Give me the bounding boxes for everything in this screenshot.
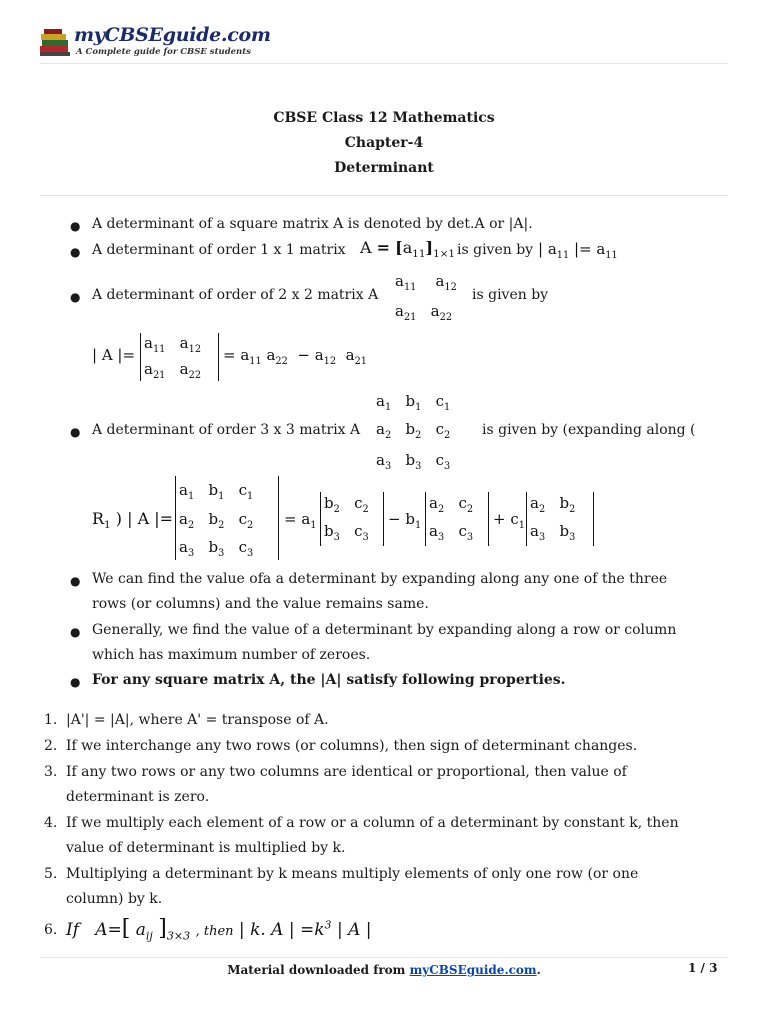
list-number: 2. — [44, 738, 58, 754]
footer-note: Material downloaded from myCBSEguide.com. — [227, 963, 541, 977]
page-title-line2: Chapter-4 — [344, 135, 424, 151]
formula-1x1-matrix: $A = [a_{11}]_{1\times 1}$ — [360, 238, 456, 261]
bullet-4-text-end: is given by (expanding along ( — [482, 422, 696, 438]
title-divider — [40, 195, 728, 196]
logo-tagline: A Complete guide for CBSE students — [76, 47, 251, 57]
matrix-2x2-row1: $a_{11}$ $a_{12}$ — [395, 272, 457, 293]
logo-brand: myCBSEguide.com — [74, 24, 271, 46]
bullet-dot: ● — [70, 574, 81, 588]
footer-link[interactable]: myCBSEguide.com — [409, 963, 537, 977]
bullet-6-text-line1: Generally, we find the value of a determinant by expanding along a row or column — [92, 622, 677, 638]
page-title-line3: Determinant — [334, 160, 434, 176]
list-number: 3. — [44, 764, 58, 780]
property-4-line1: If we multiply each element of a row or a column of a determinant by constant k, then — [66, 815, 679, 831]
bullet-dot: ● — [70, 245, 81, 259]
books-icon — [38, 28, 72, 58]
bullet-dot: ● — [70, 425, 81, 439]
bullet-dot: ● — [70, 290, 81, 304]
list-number: 1. — [44, 712, 58, 728]
property-2: If we interchange any two rows (or columns), then sign of determinant changes. — [66, 738, 638, 754]
formula-1x1-det: | $a_{11}$ |= $a_{11}$ — [538, 240, 618, 261]
bullet-3-text: A determinant of order of 2 x 2 matrix A — [92, 287, 379, 303]
bullet-dot: ● — [70, 219, 81, 233]
list-number: 4. — [44, 815, 58, 831]
matrix-3x3-row3: $a_3$ $b_3$ $c_3$ — [376, 451, 451, 472]
page-number: 1 / 3 — [688, 961, 718, 975]
property-4-line2: value of determinant is multiplied by k. — [66, 840, 346, 856]
bullet-5-text-line2: rows (or columns) and the value remains same. — [92, 596, 429, 612]
bullet-dot: ● — [70, 625, 81, 639]
header-divider — [40, 63, 728, 64]
footer-divider — [40, 957, 728, 958]
matrix-3x3-row1: $a_1$ $b_1$ $c_1$ — [376, 392, 451, 413]
property-1: |A'| = |A|, where A' = transpose of A. — [66, 712, 329, 728]
page-title-line1: CBSE Class 12 Mathematics — [273, 110, 495, 126]
matrix-2x2-row2: $a_{21}$ $a_{22}$ — [395, 302, 453, 323]
property-5-line1: Multiplying a determinant by k means multiply elements of only one row (or one — [66, 866, 639, 882]
bullet-1-text: A determinant of a square matrix A is denoted by det.A or |A|. — [92, 216, 533, 232]
matrix-3x3-row2: $a_2$ $b_2$ $c_2$ — [376, 420, 451, 441]
list-number: 5. — [44, 866, 58, 882]
bullet-5-text-line1: We can find the value ofa a determinant by expanding along any one of the three — [92, 571, 668, 587]
property-3-line2: determinant is zero. — [66, 789, 210, 805]
bullet-dot: ● — [70, 675, 81, 689]
bullet-3-text-end: is given by — [472, 287, 549, 303]
bullet-6-text-line2: which has maximum number of zeroes. — [92, 647, 371, 663]
bullet-7-text: For any square matrix A, the |A| satisfy following properties. — [92, 672, 566, 688]
site-logo[interactable] — [38, 24, 271, 64]
bullet-2-text-end: is given by — [457, 242, 534, 258]
bullet-4-text: A determinant of order 3 x 3 matrix A — [92, 422, 361, 438]
bullet-2-text: A determinant of order 1 x 1 matrix — [92, 242, 346, 258]
property-5-line2: column) by k. — [66, 891, 163, 907]
list-number: 6. — [44, 922, 58, 938]
property-3-line1: If any two rows or any two columns are identical or proportional, then value of — [66, 764, 627, 780]
formula-k-det-property: If A=[ $a_{ij}$ ]$_{3\times 3}$ , then | k. A | $=k^3$ | A | — [66, 916, 372, 943]
